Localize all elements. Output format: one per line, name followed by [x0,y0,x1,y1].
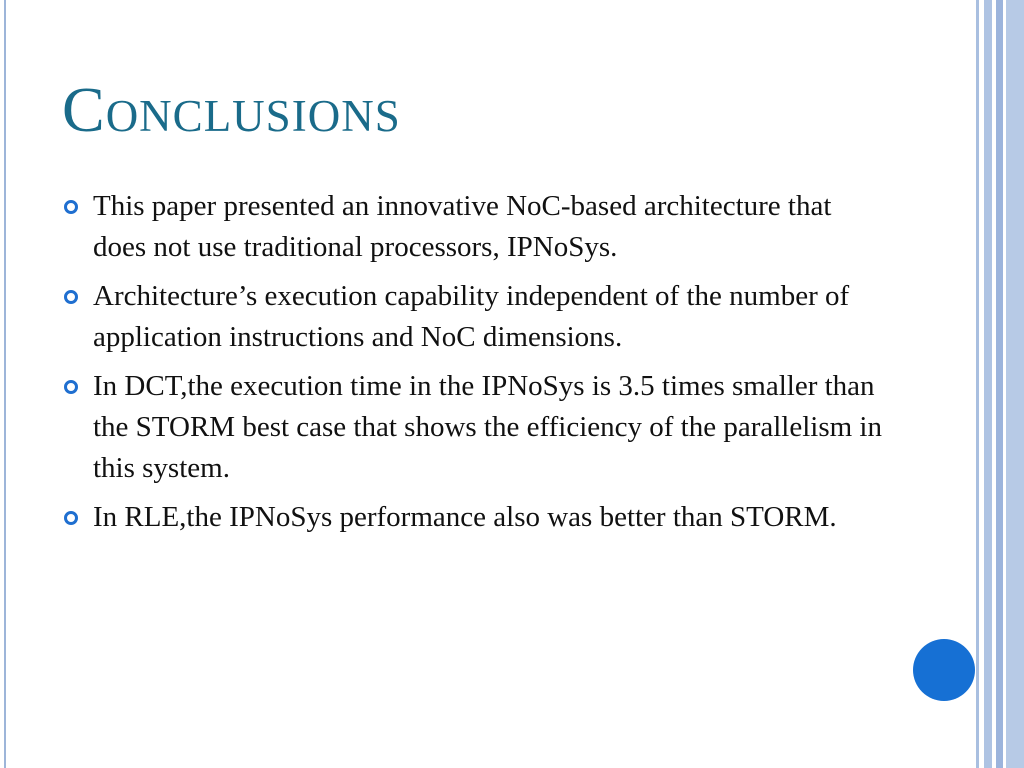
bullet-item [62,186,882,268]
hollow-circle-icon [64,380,78,394]
hollow-circle-icon [64,511,78,525]
right-decorative-border [976,0,1024,768]
bullet-item [62,366,882,489]
border-stripe [1006,0,1024,768]
filled-circle-icon [913,639,975,701]
bullet-item [62,497,882,538]
bullet-text: Architecture’s execution capability independent of the number of application instructions and NoC dimensions. [93,280,850,353]
left-border-line [4,0,6,768]
bullet-text: This paper presented an innovative NoC-based architecture that does not use traditional processors, IPNoSys. [93,190,832,263]
bullet-list [62,186,882,546]
bullet-item [62,276,882,358]
bullet-text: In DCT,the execution time in the IPNoSys is 3.5 times smaller than the STORM best case that shows the efficiency of the parallelism in this system. [93,370,882,484]
border-stripe [996,0,1003,768]
hollow-circle-icon [64,200,78,214]
hollow-circle-icon [64,290,78,304]
slide-title: Conclusions [62,74,401,145]
border-stripe [984,0,992,768]
bullet-text: In RLE,the IPNoSys performance also was better than STORM. [93,501,837,533]
